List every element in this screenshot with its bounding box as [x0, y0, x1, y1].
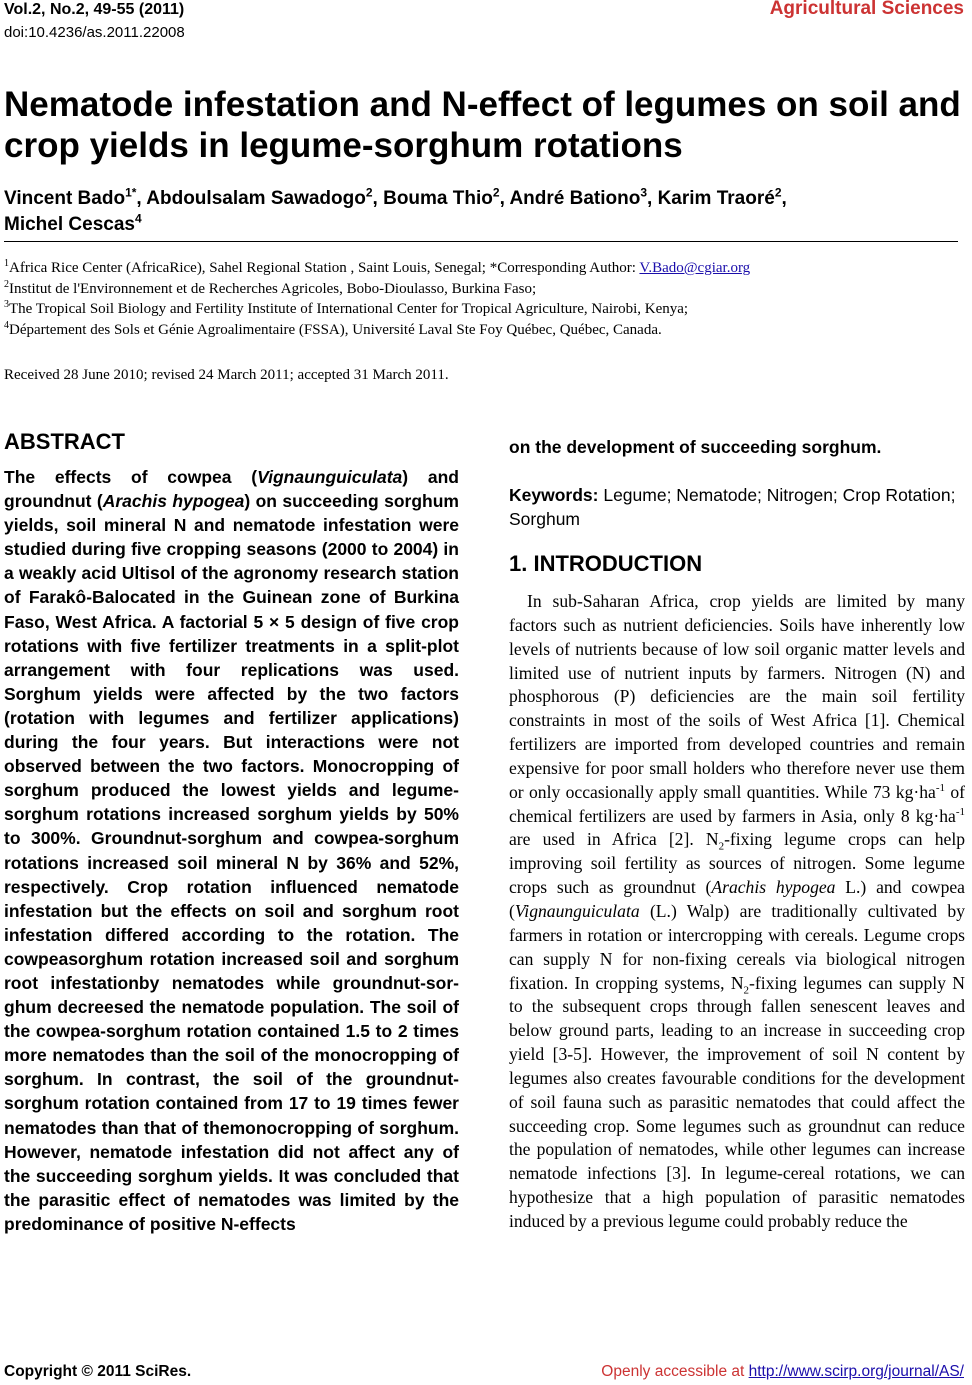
author: Abdoulsalam Sawadogo$^2$, — [146, 185, 384, 209]
author: André Bationo$^3$, — [509, 185, 658, 209]
author: Michel Cescas$^4$ — [4, 211, 142, 235]
journal-header — [4, 0, 404, 43]
open-access-note: Openly accessible at http://www.scirp.org/journal/AS/ — [601, 1363, 964, 1380]
author: Vincent Bado$^{1*}$, — [4, 185, 147, 209]
introduction-heading: 1. INTRODUCTION — [509, 551, 703, 576]
doi-value: 10.4236/as.2011.22008 — [28, 24, 185, 41]
journal-volume: Vol.2, No.2, 49-55 (2011) — [4, 1, 185, 18]
journal-url-link[interactable]: http://www.scirp.org/journal/AS/ — [748, 1363, 964, 1380]
author: Karim Traoré$^2$, — [657, 185, 787, 209]
affiliation-1: $^1$Africa Rice Center (AfricaRice), Sahel Regional Station , Saint Louis, Senegal; *Corresponding Author: V.Bado@cgiar.org — [4, 258, 751, 276]
paper-title: Nematode infestation and N-effect of legumes on soil and crop yields in legume-sorghum rotations — [4, 85, 961, 165]
keywords — [509, 483, 964, 531]
abstract-body: The effects of cowpea (Vignaunguiculata) and groundnut (Arachis hypogea) on succeeding sorghum yields, soil mineral N and nematode infestation were studied during five cropping seasons (2000 to 2004) in a weakly acid Ultisol of the agronomy research station of Farakô-Balocated in the Guinean zone of Burkina Faso, West Africa. A factorial 5 × 5 design of five crop rotations with five fertilizer treatments in a split-plot arrangement with four replications was used. Sorghum yields were affected by the two factors (rotation with legumes and fertilizer applications) during the four years. But interactions were not observed between the two factors. Monocropping of sorghum produced the lowest yields and legume-sorghum rotations increased sorghum yields by 50% to 300%. Groundnut-sorghum and cowpea-sorghum rotations increased soil mineral N by 36% and 52%, respectively. Crop rotation influenced nematode infestation but the effects on soil and sorghum root infestation differed according to the rotation. The cowpeasorghum rotation increased soil and sorghum root infestationby nematodes while groundnut-sorghum decreesed the nematode population. The soil of the cowpea-sorghum rotation contained 1.5 to 2 times more nematodes than the soil of the monocropping of sorghum. In contrast, the soil of the groundnut-sorghum rotation contained from 17 to 19 times fewer nematodes than that of themonocropping of sorghum. However, nematode infestation did not affect any of the succeeding sorghum yields. It was concluded that the parasitic effect of nematodes was limited by the predominance of positive N-effects — [4, 467, 459, 1234]
abstract-heading: ABSTRACT — [4, 429, 125, 454]
journal-name: Agricultural Sciences — [769, 0, 964, 19]
header-divider — [4, 241, 958, 242]
doi-label: doi: — [4, 24, 29, 41]
affiliations — [4, 258, 964, 340]
affiliation-2: $^2$Institut de l'Environnement et de Recherches Agricoles, Bobo-Dioulasso, Burkina Faso; — [4, 278, 537, 297]
abstract-continuation: on the development of succeeding sorghum. — [509, 437, 882, 457]
affiliation-3: $^3$The Tropical Soil Biology and Fertility Institute of International Center for Tropical Agriculture, Nairobi, Kenya; — [4, 299, 689, 317]
keywords-label: Keywords: — [509, 485, 599, 505]
introduction-body: In sub-Saharan Africa, crop yields are limited by many factors such as nutrient deficiencies. Soils have inherently low levels of nutrients because of low soil organic matter levels and limited use of nutrient inputs by farmers. Nitrogen (N) and phosphorous (P) deficiencies are the main soil fertility constraints in most of the soils of West Africa [1]. Chemical fertilizers are imported from developed countries and remain expensive for poor small holders who therefore never use them or only occasionally apply small quantities. While 73 $kg\cdot ha^{-1}$ of chemical fertilizers are used by farmers in Asia, only 8 $kg\cdot ha^{-1}$ are used in Africa [2]. $N_2$-fixing legume crops can help improving soil fertility as sources of nitrogen. Some legume crops such as groundnut (Arachis hypogea L.) and cowpea (Vignaunguiculata (L.) Walp) are traditionally cultivated by farmers in rotation or intercropping with cereals. Legume crops can supply N for non-fixing cereals via biological nitrogen fixation. In cropping systems, $N_2$-fixing legumes can supply N to the subsequent crops through fallen senescent leaves and below ground parts, leading to an increase in succeeding crop yield [3-5]. However, the improvement of soil N content by legumes also creates favourable conditions for the development of soil fauna such as parasitic nematodes that could affect the succeeding crop. Some legumes such as groundnut can reduce the population of nematodes, while other legumes can increase nematode infections [3]. In legume-cereal rotations, we can hypothesize that a high population of parasitic nematodes induced by a previous legume could probably reduce the — [509, 591, 966, 1231]
corresponding-email-link[interactable]: V.Bado@cgiar.org — [639, 260, 751, 276]
keywords-text: Legume; Nematode; Nitrogen; Crop Rotation; Sorghum — [509, 485, 956, 529]
author-list — [4, 186, 954, 238]
affiliation-4: $^4$Département des Sols et Génie Agroalimentaire (FSSA), Université Laval Ste Foy Québec, Québec, Canada. — [4, 319, 662, 338]
received-dates: Received 28 June 2010; revised 24 March 2011; accepted 31 March 2011. — [4, 367, 449, 383]
doi — [4, 23, 404, 43]
author: Bouma Thio$^2$, — [383, 185, 510, 209]
copyright: Copyright © 2011 SciRes. — [4, 1363, 192, 1380]
